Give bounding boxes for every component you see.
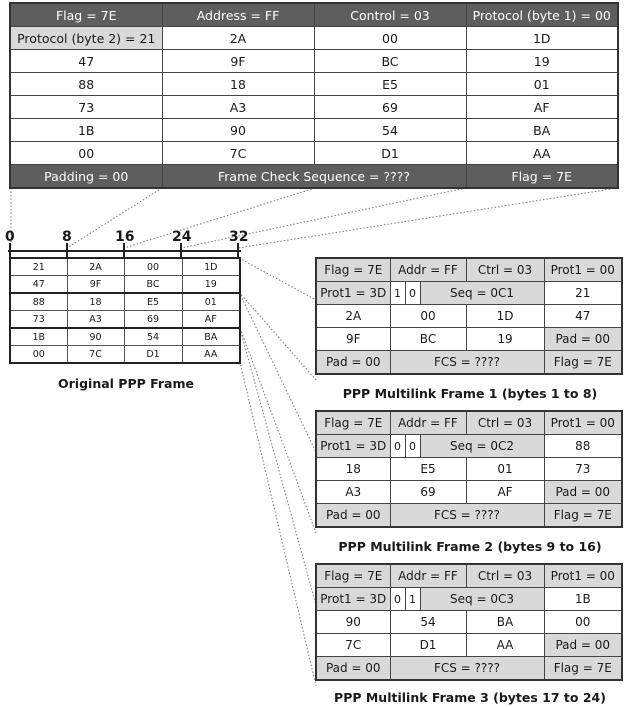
top-frame-cell: AF xyxy=(466,96,618,119)
original-frame-caption: Original PPP Frame xyxy=(58,376,194,391)
ml-data-cell: 1B xyxy=(544,588,622,611)
top-frame-cell: 54 xyxy=(314,119,466,142)
multilink-frame-2 xyxy=(315,410,623,528)
ml-seq-cell: Seq = 0C3 xyxy=(420,588,544,611)
ml-data-cell: A3 xyxy=(316,481,390,504)
top-frame-row xyxy=(10,165,618,189)
ml-fcs-cell: FCS = ???? xyxy=(390,657,544,681)
original-frame-cell: 18 xyxy=(67,293,124,311)
top-frame-cell: 90 xyxy=(162,119,314,142)
ml-fcs-cell: FCS = ???? xyxy=(390,351,544,375)
top-frame-cell: Control = 03 xyxy=(314,3,466,27)
top-to-axis-connector xyxy=(181,188,466,248)
original-frame-row xyxy=(10,258,240,276)
multilink-frame-1 xyxy=(315,257,623,375)
top-frame-cell: 01 xyxy=(466,73,618,96)
ml-prot-cell: Prot1 = 00 xyxy=(544,411,622,435)
ml-prot1-cell: Prot1 = 3D xyxy=(316,588,390,611)
top-frame-row xyxy=(10,73,618,96)
original-frame-row xyxy=(10,276,240,294)
ml-data-cell: 69 xyxy=(390,481,466,504)
top-frame-cell: Address = FF xyxy=(162,3,314,27)
ml-ctrl-cell: Ctrl = 03 xyxy=(466,411,544,435)
top-frame-cell: E5 xyxy=(314,73,466,96)
ml-pad-cell: Pad = 00 xyxy=(544,328,622,351)
ml-data-cell: 54 xyxy=(390,611,466,634)
top-frame-cell: 9F xyxy=(162,50,314,73)
bit-axis-label: 32 xyxy=(229,229,249,245)
top-frame-cell: Padding = 00 xyxy=(10,165,162,189)
ml-flag-cell: Flag = 7E xyxy=(544,504,622,528)
top-frame-cell: D1 xyxy=(314,142,466,165)
ml-pad-cell: Pad = 00 xyxy=(544,481,622,504)
ml-fcs-cell: FCS = ???? xyxy=(390,504,544,528)
ml-data-row xyxy=(316,611,622,634)
ml-flag-cell: Flag = 7E xyxy=(544,351,622,375)
top-frame-cell: Frame Check Sequence = ???? xyxy=(162,165,466,189)
ml-flag-cell: Flag = 7E xyxy=(316,564,390,588)
bit-axis-label: 16 xyxy=(115,229,135,245)
ml-seq-cell: Seq = 0C2 xyxy=(420,435,544,458)
ml-begin-bit: 0 xyxy=(390,435,405,458)
original-frame-row xyxy=(10,311,240,329)
ml-addr-cell: Addr = FF xyxy=(390,411,466,435)
ml-data-cell: 7C xyxy=(316,634,390,657)
original-frame-cell: 73 xyxy=(10,311,67,329)
ml-data-cell: 73 xyxy=(544,458,622,481)
ml-data-cell: D1 xyxy=(390,634,466,657)
top-frame-cell: BA xyxy=(466,119,618,142)
ml-data-cell: 90 xyxy=(316,611,390,634)
original-frame-cell: 21 xyxy=(10,258,67,276)
ml-addr-cell: Addr = FF xyxy=(390,258,466,282)
original-frame-cell: 9F xyxy=(67,276,124,294)
ml-addr-cell: Addr = FF xyxy=(390,564,466,588)
original-frame-cell: 2A xyxy=(67,258,124,276)
ml-end-bit: 1 xyxy=(405,588,420,611)
ml-ctrl-cell: Ctrl = 03 xyxy=(466,564,544,588)
bit-axis-label: 0 xyxy=(5,229,15,245)
original-ppp-frame xyxy=(9,257,241,364)
ml-data-cell: 00 xyxy=(390,305,466,328)
original-frame-cell: 54 xyxy=(124,328,182,346)
ml-data-cell: AF xyxy=(466,481,544,504)
ml-data-cell: 21 xyxy=(544,282,622,305)
ml-pad-cell: Pad = 00 xyxy=(316,657,390,681)
ml-data-cell: 18 xyxy=(316,458,390,481)
top-frame-cell: Protocol (byte 2) = 21 xyxy=(10,27,162,50)
top-frame-row xyxy=(10,119,618,142)
orig-to-ml3-connector xyxy=(239,325,316,605)
ml-data-cell: E5 xyxy=(390,458,466,481)
bit-axis-label: 24 xyxy=(172,229,192,245)
top-frame-row xyxy=(10,142,618,165)
top-frame-cell: A3 xyxy=(162,96,314,119)
ml-prot-cell: Prot1 = 00 xyxy=(544,564,622,588)
orig-to-ml1-connector xyxy=(239,258,316,300)
ml-data-cell: 1D xyxy=(466,305,544,328)
original-frame-cell: 00 xyxy=(10,346,67,364)
original-frame-cell: D1 xyxy=(124,346,182,364)
top-ppp-frame xyxy=(9,2,619,189)
top-frame-cell: 7C xyxy=(162,142,314,165)
original-frame-cell: 69 xyxy=(124,311,182,329)
original-frame-cell: E5 xyxy=(124,293,182,311)
ml-data-cell: 47 xyxy=(544,305,622,328)
top-frame-cell: Protocol (byte 1) = 00 xyxy=(466,3,618,27)
original-frame-cell: AF xyxy=(182,311,240,329)
top-frame-cell: 73 xyxy=(10,96,162,119)
ml-data-cell: 88 xyxy=(544,435,622,458)
bit-axis-label: 8 xyxy=(62,229,72,245)
ml-end-bit: 0 xyxy=(405,282,420,305)
top-frame-cell: Flag = 7E xyxy=(466,165,618,189)
original-frame-row xyxy=(10,293,240,311)
ml-data-cell: 19 xyxy=(466,328,544,351)
original-frame-cell: 47 xyxy=(10,276,67,294)
ml-data-cell: BA xyxy=(466,611,544,634)
top-frame-cell: Flag = 7E xyxy=(10,3,162,27)
original-frame-cell: AA xyxy=(182,346,240,364)
top-frame-cell: 47 xyxy=(10,50,162,73)
ml-data-cell: 2A xyxy=(316,305,390,328)
ml-data-cell: AA xyxy=(466,634,544,657)
ml-data-cell: 00 xyxy=(544,611,622,634)
top-frame-cell: BC xyxy=(314,50,466,73)
ml-prot1-cell: Prot1 = 3D xyxy=(316,435,390,458)
top-frame-cell: AA xyxy=(466,142,618,165)
ml-seq-cell: Seq = 0C1 xyxy=(420,282,544,305)
top-frame-cell: 00 xyxy=(10,142,162,165)
original-frame-cell: A3 xyxy=(67,311,124,329)
top-frame-cell: 2A xyxy=(162,27,314,50)
multilink-frame-3 xyxy=(315,563,623,681)
original-frame-cell: BA xyxy=(182,328,240,346)
multilink-frame-1-caption: PPP Multilink Frame 1 (bytes 1 to 8) xyxy=(342,386,598,401)
original-frame-cell: 1D xyxy=(182,258,240,276)
top-frame-cell: 19 xyxy=(466,50,618,73)
multilink-frame-2-caption: PPP Multilink Frame 2 (bytes 9 to 16) xyxy=(338,539,602,554)
ml-flag-cell: Flag = 7E xyxy=(544,657,622,681)
ml-data-row xyxy=(316,634,622,657)
ml-prot-cell: Prot1 = 00 xyxy=(544,258,622,282)
original-frame-cell: 00 xyxy=(124,258,182,276)
original-frame-cell: 7C xyxy=(67,346,124,364)
top-frame-cell: 88 xyxy=(10,73,162,96)
ml-end-bit: 0 xyxy=(405,435,420,458)
original-frame-cell: 90 xyxy=(67,328,124,346)
original-frame-cell: 1B xyxy=(10,328,67,346)
top-to-axis-connector xyxy=(238,188,617,248)
ml-data-cell: 9F xyxy=(316,328,390,351)
ml-data-cell: 01 xyxy=(466,458,544,481)
ml-begin-bit: 1 xyxy=(390,282,405,305)
original-frame-cell: BC xyxy=(124,276,182,294)
ml-flag-cell: Flag = 7E xyxy=(316,411,390,435)
top-frame-cell: 1D xyxy=(466,27,618,50)
ml-data-cell: BC xyxy=(390,328,466,351)
top-frame-row xyxy=(10,50,618,73)
ml-begin-bit: 0 xyxy=(390,588,405,611)
top-frame-row xyxy=(10,3,618,27)
original-frame-row xyxy=(10,328,240,346)
orig-to-ml3-connector xyxy=(239,358,316,686)
original-frame-cell: 19 xyxy=(182,276,240,294)
top-frame-row xyxy=(10,96,618,119)
top-frame-cell: 1B xyxy=(10,119,162,142)
ml-pad-cell: Pad = 00 xyxy=(316,351,390,375)
top-to-axis-connector xyxy=(124,188,315,248)
ml-data-row xyxy=(316,481,622,504)
ml-flag-cell: Flag = 7E xyxy=(316,258,390,282)
ml-prot1-cell: Prot1 = 3D xyxy=(316,282,390,305)
top-frame-cell: 00 xyxy=(314,27,466,50)
original-frame-cell: 88 xyxy=(10,293,67,311)
original-frame-cell: 01 xyxy=(182,293,240,311)
ml-ctrl-cell: Ctrl = 03 xyxy=(466,258,544,282)
ml-pad-cell: Pad = 00 xyxy=(316,504,390,528)
ml-data-row xyxy=(316,458,622,481)
ml-pad-cell: Pad = 00 xyxy=(544,634,622,657)
multilink-frame-3-caption: PPP Multilink Frame 3 (bytes 17 to 24) xyxy=(334,690,606,705)
top-frame-row xyxy=(10,27,618,50)
top-frame-cell: 69 xyxy=(314,96,466,119)
top-frame-cell: 18 xyxy=(162,73,314,96)
original-frame-row xyxy=(10,346,240,364)
ml-data-row xyxy=(316,328,622,351)
ml-data-row xyxy=(316,305,622,328)
